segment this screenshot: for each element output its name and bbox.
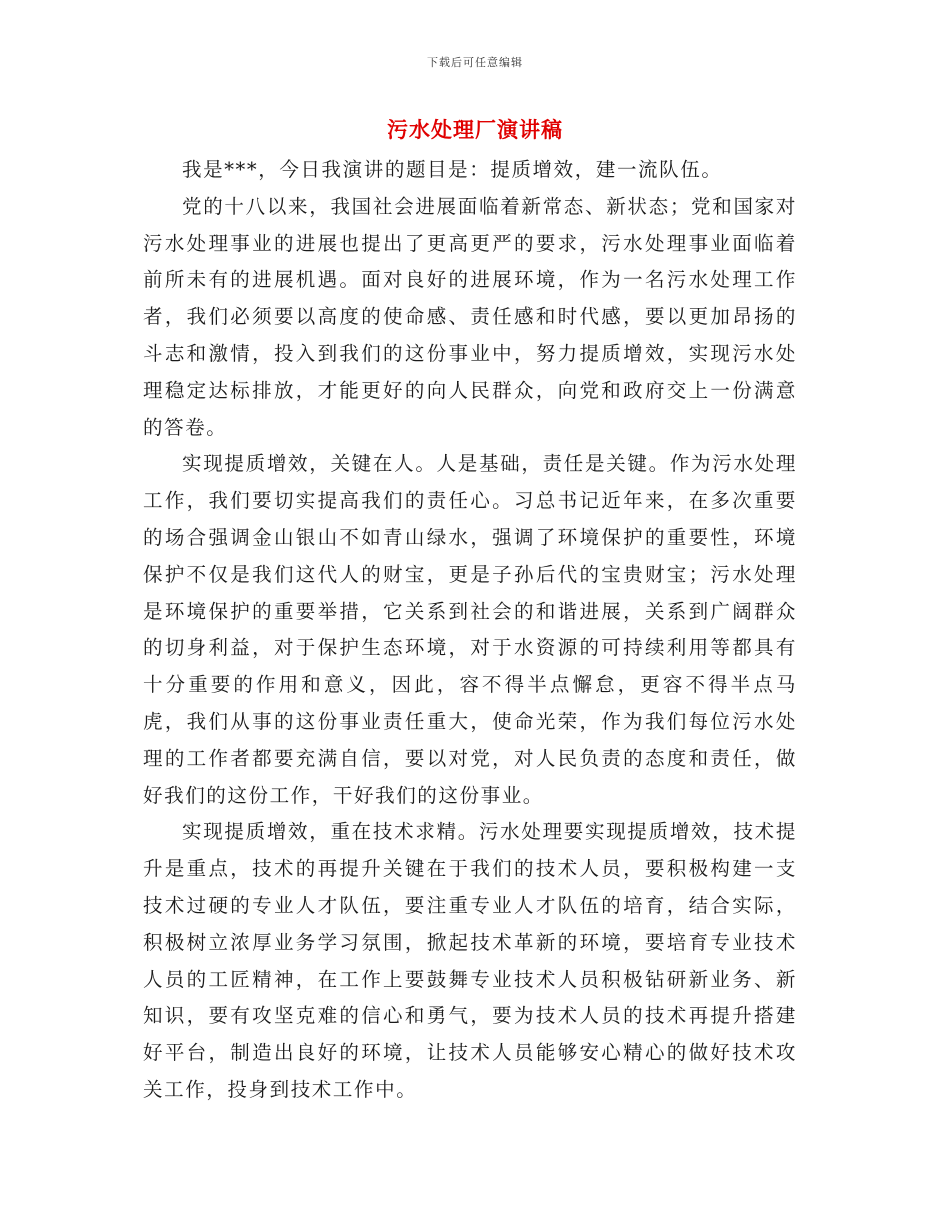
- header-note: 下载后可任意编辑: [427, 56, 523, 69]
- document-title: 污水处理厂演讲稿: [387, 117, 563, 142]
- paragraph-background: 党的十八以来，我国社会进展面临着新常态、新状态；党和国家对污水处理事业的进展也提出了更高更严的要求，污水处理事业面临着前所未有的进展机遇。面对良好的进展环境，作为一名污水处理工作者，我们必须要以高度的使命感、责任感和时代感，要以更加昂扬的斗志和激情，投入到我们的这份事业中，努力提质增效，实现污水处理稳定达标排放，才能更好的向人民群众，向党和政府交上一份满意的答卷。: [143, 194, 797, 439]
- paragraph-intro: 我是***，今日我演讲的题目是：提质增效，建一流队伍。: [182, 158, 723, 181]
- document-body: [143, 152, 797, 1109]
- paragraph-responsibility: 实现提质增效，关键在人。人是基础，责任是关键。作为污水处理工作，我们要切实提高我们的责任心。习总书记近年来，在多次重要的场合强调金山银山不如青山绿水，强调了环境保护的重要性，环境保护不仅是我们这代人的财宝，更是子孙后代的宝贵财宝；污水处理是环境保护的重要举措，它关系到社会的和谐进展，关系到广阔群众的切身利益，对于保护生态环境，对于水资源的可持续利用等都具有十分重要的作用和意义，因此，容不得半点懈怠，更容不得半点马虎，我们从事的这份事业责任重大，使命光荣，作为我们每位污水处理的工作者都要充满自信，要以对党，对人民负责的态度和责任，做好我们的这份工作，干好我们的这份事业。: [143, 452, 797, 807]
- paragraph-technology: 实现提质增效，重在技术求精。污水处理要实现提质增效，技术提升是重点，技术的再提升关键在于我们的技术人员，要积极构建一支技术过硬的专业人才队伍，要注重专业人才队伍的培育，结合实际，积极树立浓厚业务学习氛围，掀起技术革新的环境，要培育专业技术人员的工匠精神，在工作上要鼓舞专业技术人员积极钻研新业务、新知识，要有攻坚克难的信心和勇气，要为技术人员的技术再提升搭建好平台，制造出良好的环境，让技术人员能够安心精心的做好技术攻关工作，投身到技术工作中。: [143, 820, 797, 1101]
